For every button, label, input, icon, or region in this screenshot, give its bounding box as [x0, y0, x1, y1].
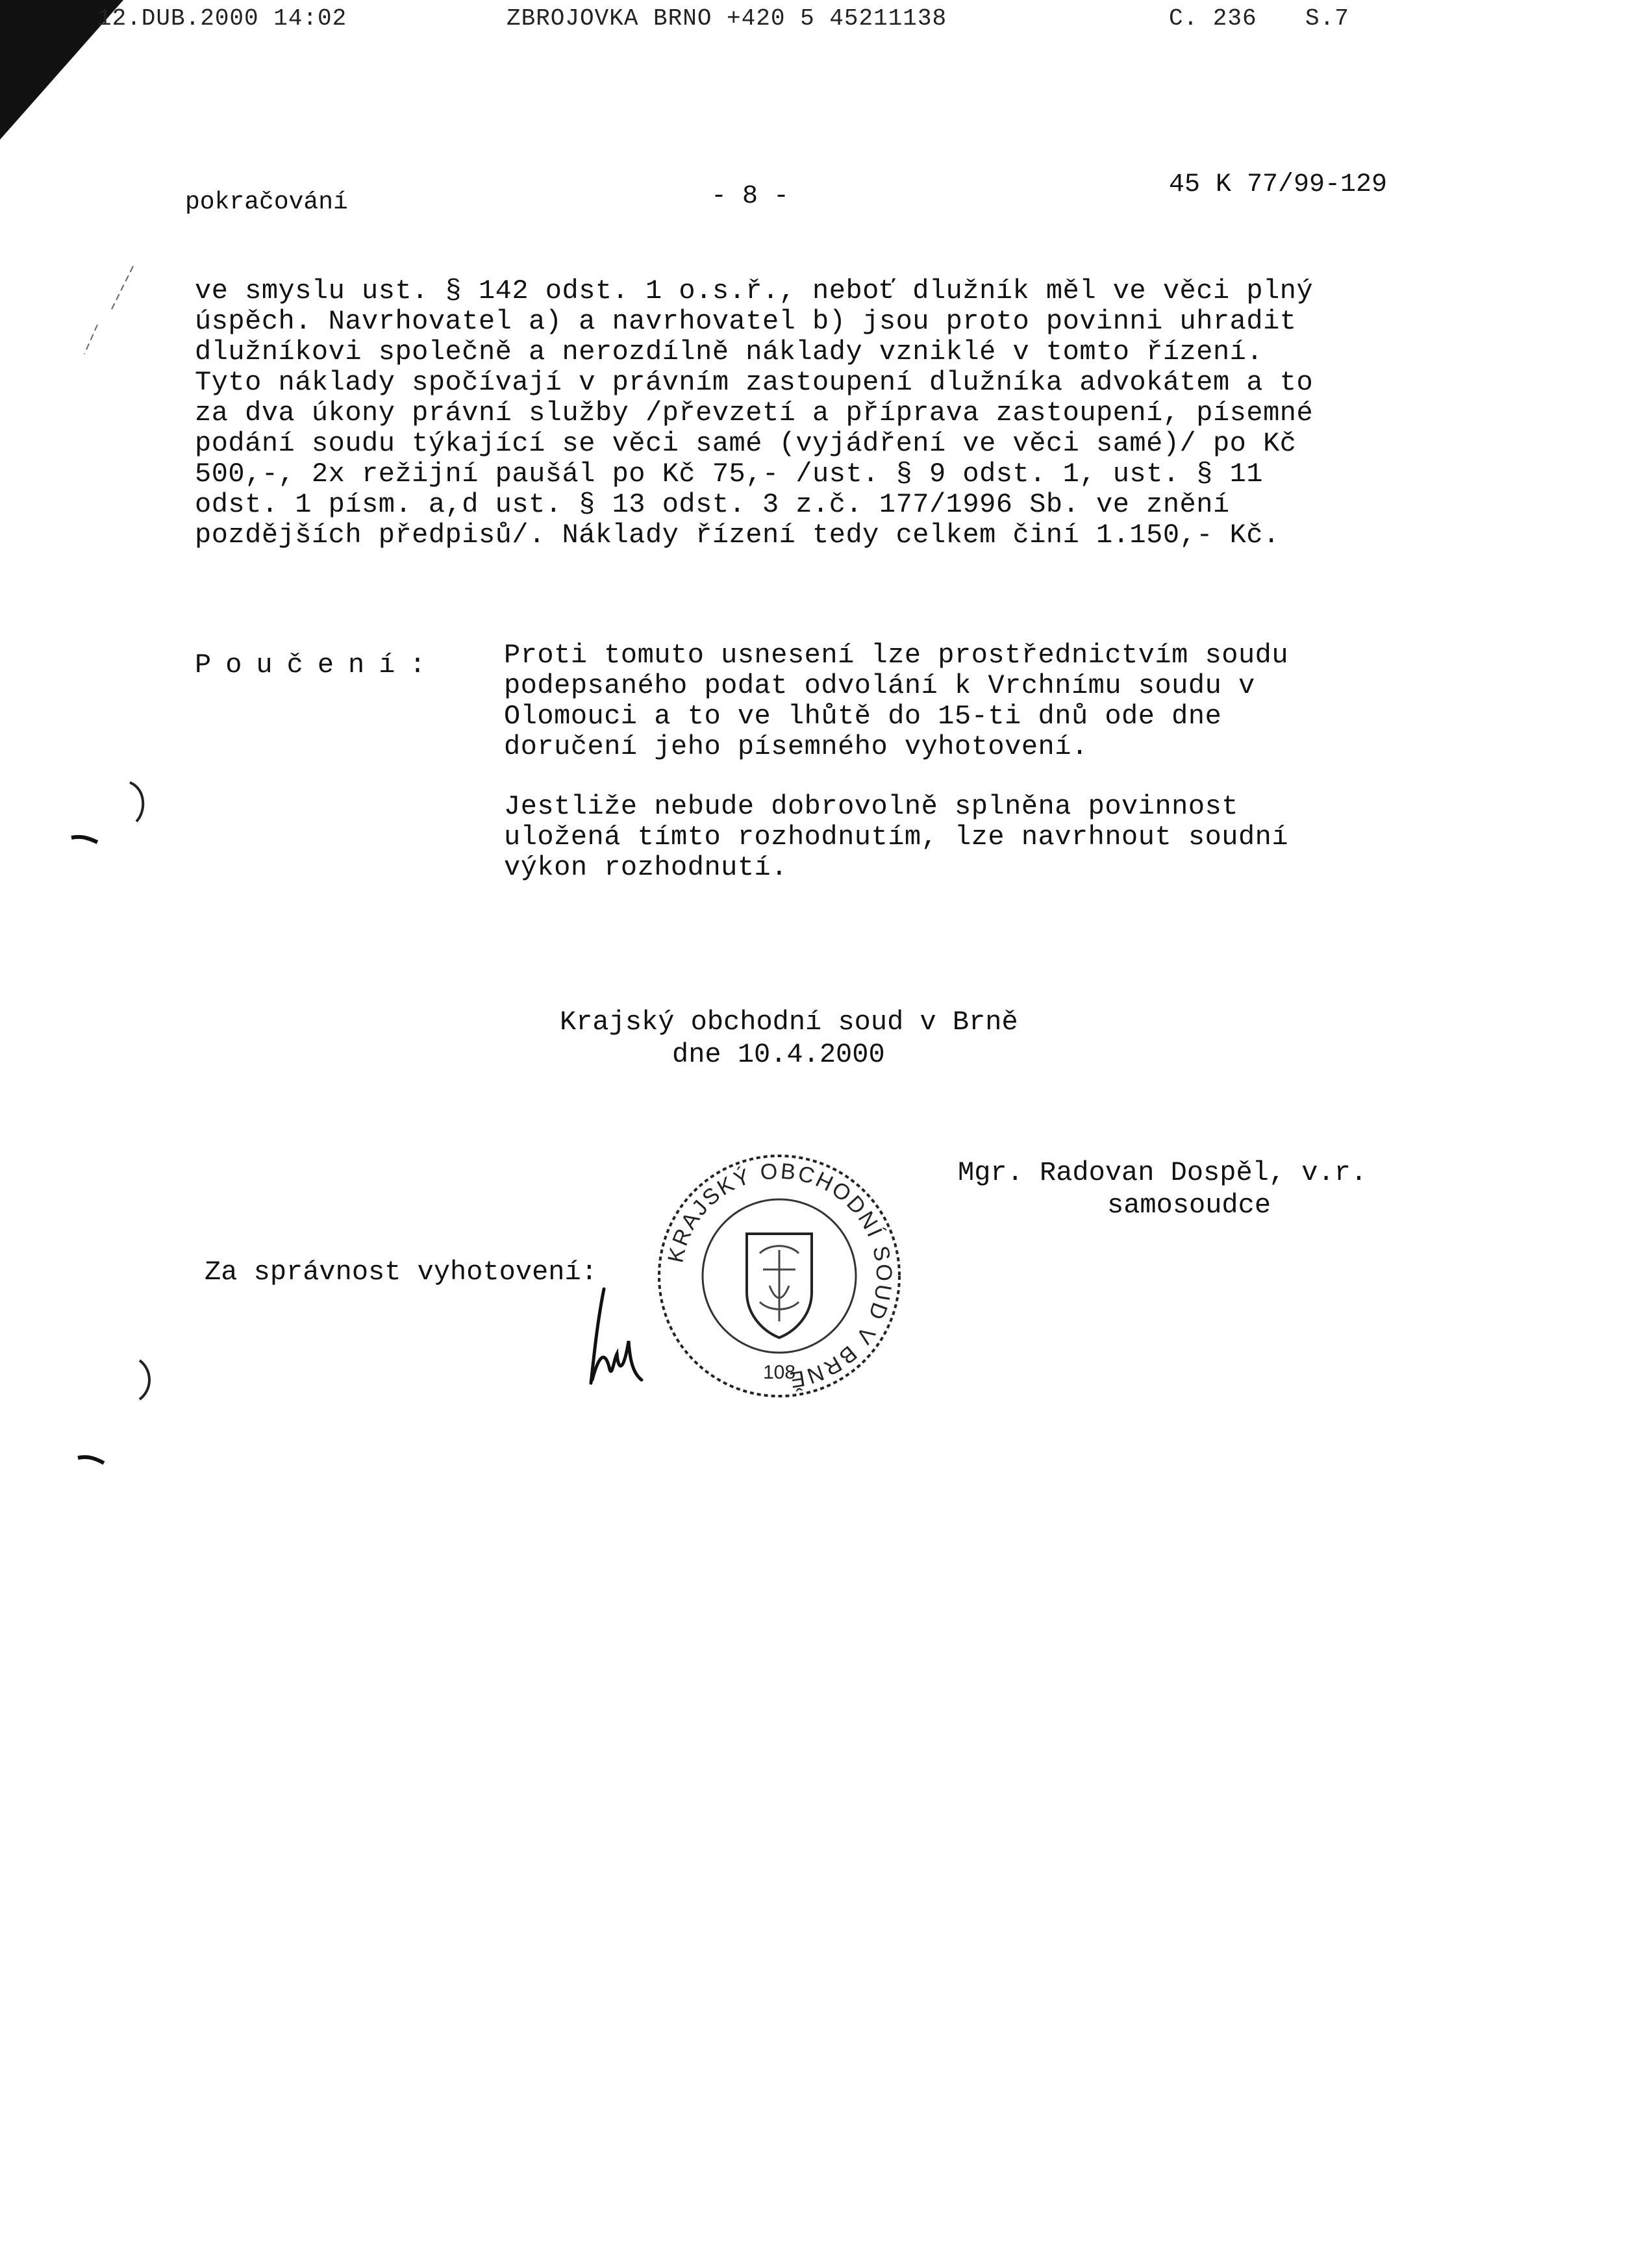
body-line: 500,-, 2x režijní paušál po Kč 75,- /ust. § 9 odst. 1, ust. § 11 — [195, 458, 1264, 490]
handwritten-signature — [578, 1282, 649, 1393]
body-line: dlužníkovi společně a nerozdílně náklady vzniklé v tomto řízení. — [195, 336, 1264, 368]
body-line: ve smyslu ust. § 142 odst. 1 o.s.ř., neboť dlužník měl ve věci plný — [195, 275, 1314, 307]
continuation-label: pokračování — [185, 188, 348, 216]
court-name: Krajský obchodní soud v Brně — [560, 1007, 1018, 1038]
decision-date: dne 10.4.2000 — [672, 1039, 885, 1070]
instruction-line: výkon rozhodnutí. — [504, 852, 788, 883]
body-line: podání soudu týkající se věci samé (vyjádření ve věci samé)/ po Kč — [195, 428, 1297, 459]
instruction-line: doručení jeho písemného vyhotovení. — [504, 731, 1088, 762]
judge-role: samosoudce — [1107, 1190, 1271, 1221]
instruction-line: Olomouci a to ve lhůtě do 15-ti dnů ode dne — [504, 701, 1222, 732]
fax-sender: ZBROJOVKA BRNO +420 5 45211138 — [507, 5, 947, 32]
scan-artifact — [58, 776, 175, 847]
body-line: odst. 1 písm. a,d ust. § 13 odst. 3 z.č. 177/1996 Sb. ve znění — [195, 489, 1230, 520]
instruction-line: Proti tomuto usnesení lze prostřednictvím soudu — [504, 640, 1289, 671]
body-line: Tyto náklady spočívají v právním zastoupení dlužníka advokátem a to — [195, 367, 1314, 398]
body-line: úspěch. Navrhovatel a) a navrhovatel b) jsou proto povinni uhradit — [195, 306, 1297, 337]
svg-text:108: 108 — [762, 1362, 796, 1383]
page-number: - 8 - — [711, 182, 790, 211]
instruction-label: Poučení: — [195, 649, 440, 681]
instruction-line: uložená tímto rozhodnutím, lze navrhnout soudní — [504, 821, 1289, 853]
instruction-line: Jestliže nebude dobrovolně splněna povinnost — [504, 791, 1238, 822]
certification-label: Za správnost vyhotovení: — [205, 1257, 597, 1288]
fax-counter: C. 236 — [1169, 5, 1257, 32]
instruction-line: podepsaného podat odvolání k Vrchnímu soudu v — [504, 670, 1255, 701]
judge-name: Mgr. Radovan Dospěl, v.r. — [958, 1157, 1368, 1188]
case-number: 45 K 77/99-129 — [1169, 170, 1388, 199]
scan-artifact — [71, 1354, 182, 1484]
body-line: pozdějších předpisů/. Náklady řízení tedy celkem činí 1.150,- Kč. — [195, 519, 1280, 551]
scan-artifact — [71, 260, 149, 364]
body-line: za dva úkony právní služby /převzetí a příprava zastoupení, písemné — [195, 397, 1314, 429]
fax-page: S.7 — [1305, 5, 1349, 32]
court-stamp — [649, 1146, 909, 1406]
svg-text:KRAJSKÝ OBCHODNÍ SOUD V BRNĚ: KRAJSKÝ OBCHODNÍ SOUD V BRNĚ — [663, 1158, 897, 1393]
fax-date-time: 12.DUB.2000 14:02 — [97, 5, 347, 32]
